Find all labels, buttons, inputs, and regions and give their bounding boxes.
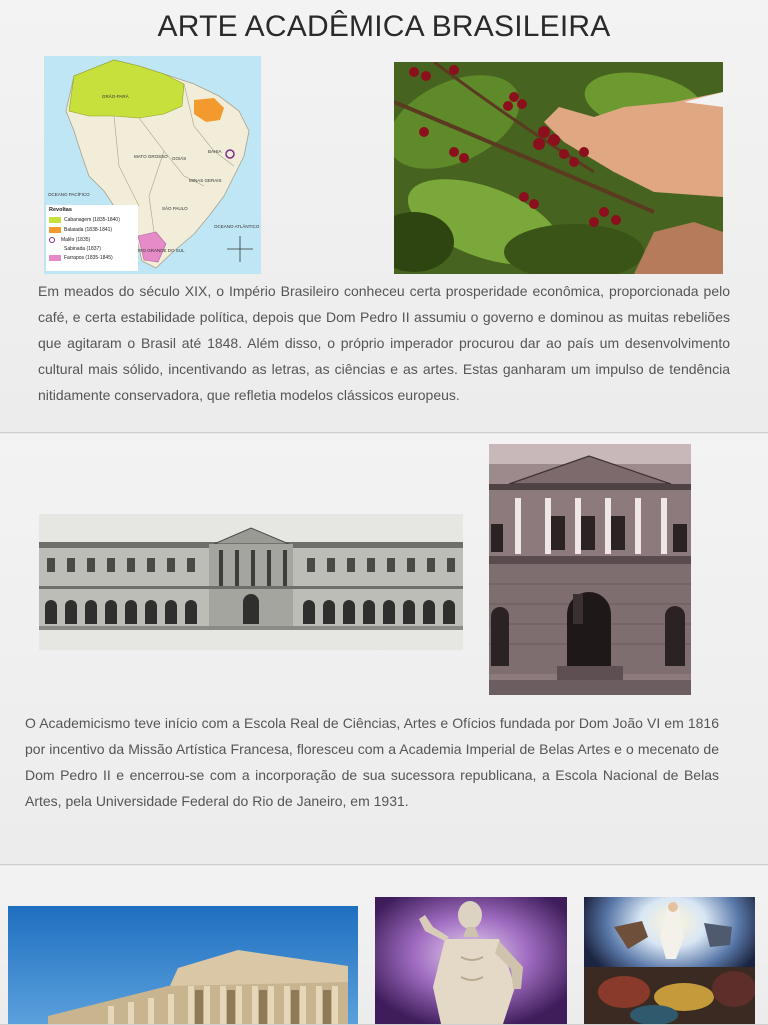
legend-title: Revoltas: [49, 207, 72, 213]
intro-paragraph: Em meados do século XIX, o Império Brasileiro conheceu certa prosperidade econômica, proporcionada pelo café, e certa estabilidade política, depois que Dom Pedro II assumiu o governo e dominou as muitas rebeliões que agitaram o Brasil até 1848. Além disso, o próprio imperador procurou dar ao país um desenvolvimento cultural mais sólido, incentivando as letras, as ciências e as artes. Estas ganharam um impulso de tendência nitidamente conservadora, que refletia modelos clássicos europeus.: [38, 283, 730, 403]
map-label-sao-paulo: SÃO PAULO: [162, 206, 188, 211]
legend-item: Farrapos (1835-1845): [49, 253, 135, 263]
map-label-ocean-pacific: OCEANO PACÍFICO: [48, 192, 90, 197]
coffee-harvest-photo: [394, 62, 723, 274]
parthenon-photo: [8, 906, 358, 1024]
academy-building-photo: [489, 444, 691, 695]
legend-item: Malês (1835): [49, 235, 135, 245]
map-label-grao-para: GRÃO-PARÁ: [102, 94, 129, 99]
map-label-minas: MINAS GERAIS: [189, 178, 222, 183]
brazil-revolts-map: [44, 56, 261, 274]
map-label-goias: GOIÁS: [172, 156, 187, 161]
greek-statue-photo: [375, 897, 567, 1024]
academicism-paragraph: O Academicismo teve início com a Escola Real de Ciências, Artes e Ofícios fundada por Dom João VI em 1816 por incentivo da Missão Artística Francesa, floresceu com a Academia Imperial de Belas Artes e o mecenato de Dom Pedro II e encerrou-se com a incorporação de sua sucessora republicana, a Escola Nacional de Belas Artes, pela Universidade Federal do Rio de Janeiro, em 1931.: [25, 715, 719, 809]
page-title: ARTE ACADÊMICA BRASILEIRA: [157, 10, 611, 43]
legend-item: Cabanagem (1835-1840): [49, 215, 135, 225]
map-label-bahia: BAHIA: [208, 149, 222, 154]
slide-1: [0, 0, 768, 433]
map-label-rio-grande: RIO GRANDE DO SUL: [138, 248, 185, 253]
map-legend: [46, 205, 138, 271]
legend-item: Balaiada (1838-1841): [49, 225, 135, 235]
academy-facade-drawing: [39, 514, 463, 650]
map-label-ocean-atlantic: OCEANO ATLÂNTICO: [214, 224, 260, 229]
legend-item: Sabinada (1837): [64, 246, 101, 252]
map-label-mato-grosso: MATO GROSSO: [134, 154, 168, 159]
transfiguration-painting: [584, 897, 755, 1024]
